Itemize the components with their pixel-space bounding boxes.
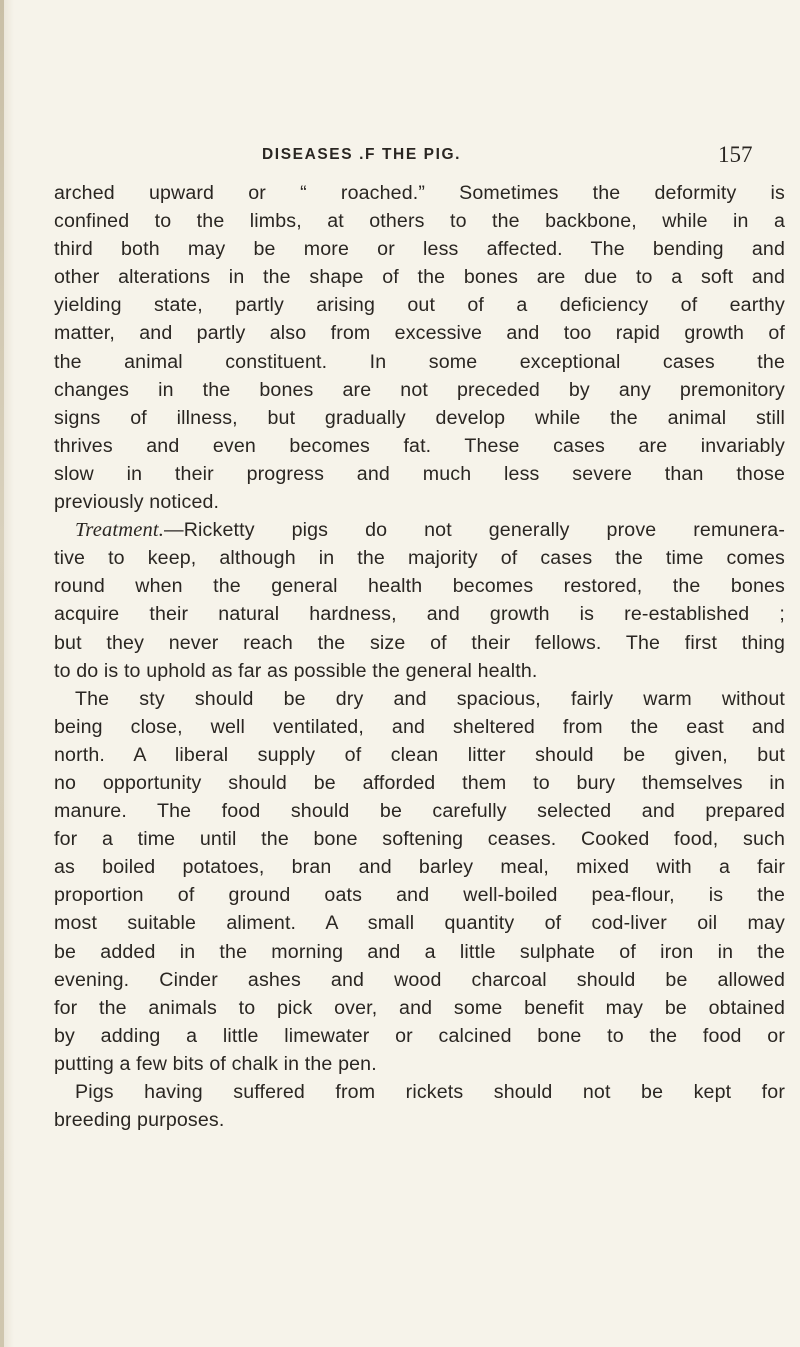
text-line: The sty should be dry and spacious, fairly warm without (75, 687, 785, 710)
text-line: manure. The food should be carefully selected and prepared (54, 800, 785, 823)
text-line: confined to the limbs, at others to the backbone, while in a (54, 210, 785, 233)
text-line: proportion of ground oats and well-boiled pea-flour, is the (54, 884, 785, 907)
text-line: yielding state, partly arising out of a deficiency of earthy (54, 294, 785, 317)
text-line: —Ricketty pigs do not generally prove remunera- (164, 519, 785, 542)
text-line: most suitable aliment. A small quantity of cod-liver oil may (54, 912, 785, 935)
text-line: north. A liberal supply of clean litter should be given, but (54, 743, 785, 766)
text-line: previously noticed. (54, 491, 220, 514)
page-number: 157 (718, 142, 753, 167)
text-line: for the animals to pick over, and some benefit may be obtained (54, 996, 785, 1019)
treatment-heading: Treatment. (75, 519, 165, 542)
text-line: no opportunity should be afforded them to bury themselves in (54, 771, 785, 794)
page-header (0, 142, 800, 172)
text-line: breeding purposes. (54, 1109, 225, 1132)
text-line: to do is to uphold as far as possible the general health. (54, 659, 538, 682)
text-line: changes in the bones are not preceded by any premonitory (54, 378, 785, 401)
treatment-paragraph-first-line (54, 516, 785, 544)
text-line: matter, and partly also from excessive and too rapid growth of (54, 322, 785, 345)
text-line: tive to keep, although in the majority of cases the time comes (54, 547, 785, 570)
text-line: other alterations in the shape of the bones are due to a soft and (54, 266, 785, 289)
text-line: arched upward or “ roached.” Sometimes the deformity is (54, 182, 785, 204)
text-line: evening. Cinder ashes and wood charcoal should be allowed (54, 968, 785, 991)
text-line: putting a few bits of chalk in the pen. (54, 1052, 377, 1075)
text-line: being close, well ventilated, and sheltered from the east and (54, 715, 785, 738)
text-line: be added in the morning and a little sulphate of iron in the (54, 940, 785, 963)
text-line: slow in their progress and much less severe than those (54, 462, 785, 485)
text-line: round when the general health becomes restored, the bones (54, 575, 785, 598)
text-line: by adding a little limewater or calcined bone to the food or (54, 1024, 785, 1047)
body-text (54, 179, 785, 1134)
text-line: thrives and even becomes fat. These cases are invariably (54, 434, 785, 457)
text-line: the animal constituent. In some exceptional cases the (54, 350, 785, 373)
text-line: third both may be more or less affected. The bending and (54, 238, 785, 261)
text-line: for a time until the bone softening ceases. Cooked food, such (54, 828, 785, 851)
running-head: DISEASES .F THE PIG. (262, 146, 462, 163)
text-line: signs of illness, but gradually develop while the animal still (54, 406, 785, 429)
text-line: as boiled potatoes, bran and barley meal, mixed with a fair (54, 856, 785, 879)
text-line: but they never reach the size of their fellows. The first thing (54, 631, 785, 654)
text-line: Pigs having suffered from rickets should not be kept for (75, 1081, 785, 1103)
text-line: acquire their natural hardness, and growth is re-established ; (54, 603, 785, 626)
page-edge (0, 0, 4, 1347)
